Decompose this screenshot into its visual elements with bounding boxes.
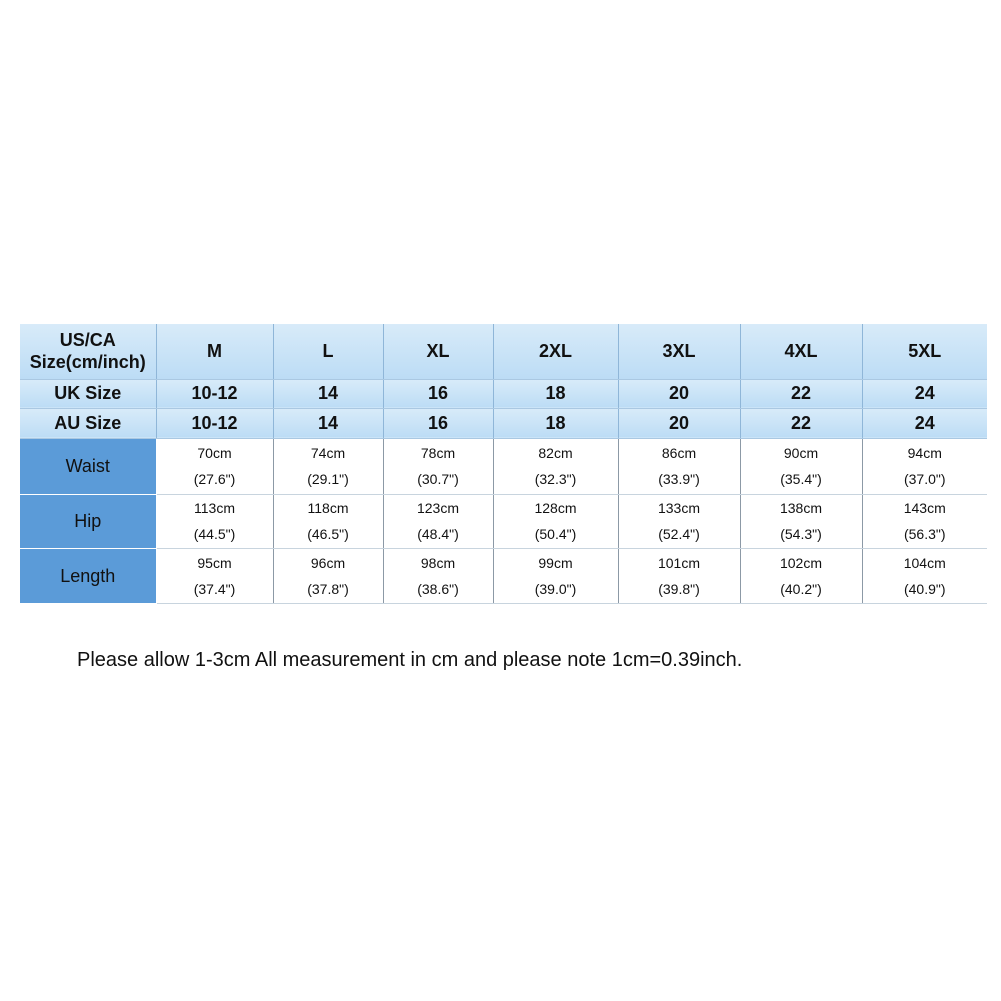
inch-value: (48.4") bbox=[417, 526, 459, 542]
inch-value: (52.4") bbox=[658, 526, 700, 542]
inch-value: (39.8") bbox=[658, 580, 700, 597]
cm-value: 98cm bbox=[420, 554, 456, 571]
uk-size-value: 14 bbox=[273, 379, 383, 408]
cm-value: 74cm bbox=[310, 445, 346, 461]
measurement-cell bbox=[156, 494, 273, 548]
hip-row bbox=[20, 494, 987, 548]
inch-value: (35.4") bbox=[780, 471, 822, 487]
measurement-cell bbox=[383, 494, 493, 548]
us-ca-header-row bbox=[20, 324, 987, 379]
length-row bbox=[20, 548, 987, 603]
inch-value: (37.0") bbox=[903, 471, 946, 487]
waist-row bbox=[20, 438, 987, 494]
uk-size-row bbox=[20, 379, 987, 408]
cm-value: 104cm bbox=[903, 554, 946, 571]
uk-size-value: 20 bbox=[618, 379, 740, 408]
measurement-cell bbox=[740, 438, 862, 494]
measurement-cell bbox=[862, 548, 987, 603]
size-header-m: M bbox=[156, 324, 273, 379]
inch-value: (37.8") bbox=[307, 580, 349, 597]
cm-value: 128cm bbox=[534, 500, 577, 516]
au-size-value: 22 bbox=[740, 408, 862, 438]
measurement-cell bbox=[740, 494, 862, 548]
size-header-2xl: 2XL bbox=[493, 324, 618, 379]
hip-label: Hip bbox=[20, 494, 156, 548]
au-size-value: 24 bbox=[862, 408, 987, 438]
measurement-cell bbox=[273, 548, 383, 603]
uk-size-value: 22 bbox=[740, 379, 862, 408]
measurement-cell bbox=[862, 494, 987, 548]
measurement-cell bbox=[618, 548, 740, 603]
uk-size-value: 16 bbox=[383, 379, 493, 408]
cm-value: 101cm bbox=[657, 554, 701, 571]
waist-label: Waist bbox=[20, 438, 156, 494]
us-ca-label-line2: Size(cm/inch) bbox=[29, 352, 146, 373]
measurement-cell bbox=[383, 438, 493, 494]
measurement-cell bbox=[740, 548, 862, 603]
cm-value: 96cm bbox=[310, 554, 346, 571]
size-chart-table bbox=[20, 324, 987, 604]
measurement-cell bbox=[156, 548, 273, 603]
measurement-cell bbox=[273, 494, 383, 548]
inch-value: (44.5") bbox=[193, 526, 236, 542]
size-header-5xl: 5XL bbox=[862, 324, 987, 379]
uk-size-value: 18 bbox=[493, 379, 618, 408]
au-size-value: 14 bbox=[273, 408, 383, 438]
inch-value: (29.1") bbox=[307, 471, 349, 487]
measurement-cell bbox=[493, 494, 618, 548]
cm-value: 94cm bbox=[907, 445, 942, 461]
au-size-row bbox=[20, 408, 987, 438]
measurement-cell bbox=[493, 438, 618, 494]
inch-value: (40.2") bbox=[780, 580, 822, 597]
size-header-4xl: 4XL bbox=[740, 324, 862, 379]
inch-value: (46.5") bbox=[307, 526, 349, 542]
inch-value: (27.6") bbox=[193, 471, 236, 487]
measurement-note: Please allow 1-3cm All measurement in cm and please note 1cm=0.39inch. bbox=[77, 649, 743, 671]
inch-value: (50.4") bbox=[534, 526, 577, 542]
cm-value: 143cm bbox=[903, 500, 946, 516]
inch-value: (30.7") bbox=[417, 471, 459, 487]
us-ca-label-line1: US/CA bbox=[59, 330, 116, 351]
cm-value: 70cm bbox=[197, 445, 232, 461]
inch-value: (37.4") bbox=[193, 580, 236, 597]
measurement-cell bbox=[862, 438, 987, 494]
cm-value: 82cm bbox=[538, 445, 573, 461]
inch-value: (33.9") bbox=[658, 471, 700, 487]
inch-value: (39.0") bbox=[534, 580, 577, 597]
cm-value: 90cm bbox=[783, 445, 819, 461]
inch-value: (54.3") bbox=[780, 526, 822, 542]
measurement-cell bbox=[618, 494, 740, 548]
length-label: Length bbox=[20, 548, 156, 603]
uk-size-label: UK Size bbox=[20, 379, 156, 408]
au-size-value: 16 bbox=[383, 408, 493, 438]
cm-value: 95cm bbox=[197, 554, 232, 571]
cm-value: 102cm bbox=[779, 554, 823, 571]
inch-value: (32.3") bbox=[534, 471, 577, 487]
cm-value: 123cm bbox=[416, 500, 460, 516]
measurement-cell bbox=[273, 438, 383, 494]
cm-value: 99cm bbox=[538, 554, 573, 571]
inch-value: (40.9") bbox=[903, 580, 946, 597]
uk-size-value: 10-12 bbox=[156, 379, 273, 408]
cm-value: 133cm bbox=[657, 500, 701, 516]
measurement-cell bbox=[383, 548, 493, 603]
size-header-l: L bbox=[273, 324, 383, 379]
cm-value: 86cm bbox=[661, 445, 697, 461]
cm-value: 78cm bbox=[420, 445, 456, 461]
us-ca-size-label bbox=[20, 324, 156, 379]
au-size-label: AU Size bbox=[20, 408, 156, 438]
au-size-value: 10-12 bbox=[156, 408, 273, 438]
measurement-cell bbox=[618, 438, 740, 494]
measurement-cell bbox=[156, 438, 273, 494]
uk-size-value: 24 bbox=[862, 379, 987, 408]
cm-value: 113cm bbox=[194, 500, 235, 516]
cm-value: 118cm bbox=[307, 500, 349, 516]
inch-value: (38.6") bbox=[417, 580, 459, 597]
size-header-3xl: 3XL bbox=[618, 324, 740, 379]
au-size-value: 18 bbox=[493, 408, 618, 438]
inch-value: (56.3") bbox=[903, 526, 946, 542]
measurement-cell bbox=[493, 548, 618, 603]
cm-value: 138cm bbox=[779, 500, 823, 516]
size-header-xl: XL bbox=[383, 324, 493, 379]
au-size-value: 20 bbox=[618, 408, 740, 438]
